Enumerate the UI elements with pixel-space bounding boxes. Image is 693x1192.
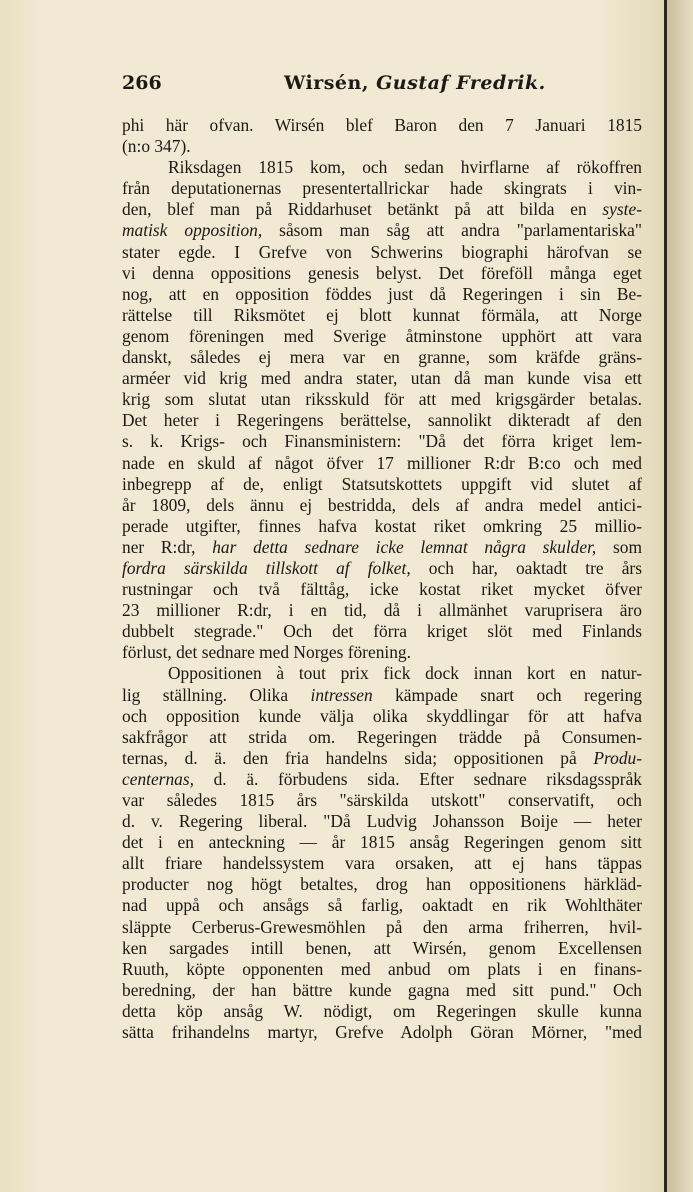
text-line	[122, 157, 642, 178]
text-line	[122, 727, 642, 748]
text-segment: vi denna oppositions genesis belyst. Det föreföll många eget	[122, 262, 642, 283]
text-line	[122, 305, 642, 326]
text-segment: lig ställning. Olika	[122, 684, 311, 705]
text-line	[122, 663, 642, 684]
italic-segment: syste-	[602, 199, 642, 220]
text-line	[122, 263, 642, 284]
text-line	[122, 453, 642, 474]
running-title-name: Wirsén,	[284, 72, 369, 94]
text-segment: d. v. Regering liberal. "Då Ludvig Johansson Boije — heter	[122, 811, 642, 832]
text-segment: förlust, det sednare med Norges förening.	[122, 642, 411, 663]
text-segment: ken sargades intill benen, att Wirsén, genom Excellensen	[122, 937, 642, 958]
text-line	[122, 790, 642, 811]
text-line	[122, 115, 642, 136]
text-segment: genom föreningen med Sverige åtminstone upphört att vara	[122, 325, 642, 346]
text-line	[122, 516, 642, 537]
text-line	[122, 917, 642, 938]
text-segment: sakfrågor att strida om. Regeringen trädde på Consumen-	[122, 726, 642, 747]
text-segment: s. k. Krigs- och Finansministern: "Då det förra kriget lem-	[122, 431, 642, 452]
text-line	[122, 811, 642, 832]
text-segment: den, blef man på Riddarhuset betänkt på att bilda en	[122, 199, 603, 220]
text-line	[122, 832, 642, 853]
text-segment: beredning, der han bättre kunde gagna med sitt pund." Och	[122, 979, 642, 1000]
text-line	[122, 178, 642, 199]
text-line	[122, 368, 642, 389]
text-segment: krig som slutat utan riksskuld för att med krigsgärder betalas.	[122, 389, 642, 410]
text-segment: 23 millioner R:dr, i en tid, då i allmänhet varuprisera äro	[122, 600, 642, 621]
text-line	[122, 495, 642, 516]
text-segment: danskt, således ej mera var en granne, som kräfde gräns-	[122, 347, 642, 368]
text-segment: stater egde. I Grefve von Schwerins biographi härofvan se	[122, 241, 642, 262]
text-segment: rustningar och två fälttåg, icke kostat riket mycket öfver	[122, 579, 642, 600]
text-line	[122, 769, 642, 790]
text-segment: allt friare handelssystem vara orsaken, att ej hans täppas	[122, 853, 642, 874]
text-segment: nad uppå och ansågs så farlig, oaktadt en rik Wohlthäter	[122, 895, 642, 916]
text-segment: ner R:dr,	[122, 536, 213, 557]
running-title-given: Gustaf Fredrik.	[376, 72, 546, 94]
text-segment: och opposition kunde välja olika skyddlingar för att hafva	[122, 705, 642, 726]
text-line	[122, 706, 642, 727]
text-segment: och har, oaktadt tre års	[410, 557, 642, 578]
text-line	[122, 685, 642, 706]
italic-segment: intressen	[310, 684, 373, 705]
text-line	[122, 410, 642, 431]
text-segment: (n:o 347).	[122, 136, 191, 157]
text-line	[122, 621, 642, 642]
text-line	[122, 1001, 642, 1022]
text-line	[122, 199, 642, 220]
text-line	[122, 431, 642, 452]
text-segment: ternas, d. ä. den fria handelns sida; oppositionen på	[122, 747, 594, 768]
italic-segment: har detta sednare icke lemnat några skulder,	[212, 536, 597, 557]
text-segment: såsom man såg att andra "parlamentariska"	[262, 220, 642, 241]
text-segment: arméer vid krig med andra stater, utan då man kunde visa ett	[122, 368, 642, 389]
text-line	[122, 959, 642, 980]
text-segment: Riksdagen 1815 kom, och sedan hvirflarne af rökoffren	[168, 157, 642, 178]
text-line	[122, 748, 642, 769]
text-segment: phi här ofvan. Wirsén blef Baron den 7 Januari 1815	[122, 115, 642, 135]
text-line	[122, 938, 642, 959]
text-line	[122, 579, 642, 600]
text-segment: som	[596, 536, 642, 557]
text-segment: Oppositionen à tout prix fick dock innan kort en natur-	[168, 663, 642, 684]
text-segment: släppte Cerberus-Grewesmöhlen på den arma friherren, hvil-	[122, 916, 642, 937]
text-line	[122, 389, 642, 410]
text-segment: nog, att en opposition föddes just då Regeringen i sin Be-	[122, 283, 642, 304]
text-line	[122, 347, 642, 368]
text-segment: sätta frihandelns martyr, Grefve Adolph Göran Mörner, "med	[122, 1022, 642, 1043]
text-segment: var således 1815 års "särskilda utskott" conservatift, och	[122, 790, 642, 810]
text-segment: nade en skuld af något öfver 17 millioner R:dr B:co och med	[122, 452, 642, 473]
text-line	[122, 1022, 642, 1043]
text-line	[122, 474, 642, 495]
text-segment: kämpade snart och regering	[372, 684, 642, 705]
body-text	[122, 115, 642, 1043]
text-segment: d. ä. förbudens sida. Efter sednare riksdagsspråk	[193, 768, 642, 789]
text-segment: perade utgifter, finnes hafva kostat riket omkring 25 millio-	[122, 515, 642, 536]
text-line	[122, 537, 642, 558]
text-segment: detta köp ansåg W. nödigt, om Regeringen skulle kunna	[122, 1000, 642, 1021]
text-segment: rättelse till Riksmötet ej blott kunnat förmäla, att Norge	[122, 304, 642, 325]
text-line	[122, 853, 642, 874]
text-segment: dubbelt stegrade." Och det förra kriget slöt med Finlands	[122, 621, 642, 642]
text-segment: år 1809, dels ännu ej bestridda, dels af andra medel antici-	[122, 494, 642, 515]
text-line	[122, 895, 642, 916]
text-line	[122, 980, 642, 1001]
italic-segment: Produ-	[593, 747, 642, 768]
italic-segment: centernas,	[122, 768, 194, 789]
text-segment: Det heter i Regeringens berättelse, sannolikt dikteradt af den	[122, 410, 642, 431]
text-segment: inbegrepp af de, enligt Statsutskottets uppgift vid slutet af	[122, 473, 642, 494]
text-segment: Ruuth, köpte opponenten med anbud om plats i en finans-	[122, 958, 642, 979]
text-line	[122, 874, 642, 895]
italic-segment: fordra särskilda tillskott af folket,	[122, 557, 411, 578]
text-line	[122, 242, 642, 263]
text-segment: producter nog högt betaltes, drog han oppositionens härkläd-	[122, 874, 642, 895]
text-line	[122, 136, 642, 157]
text-line	[122, 284, 642, 305]
adjacent-page-edge	[667, 0, 693, 1192]
running-title	[284, 72, 546, 94]
text-line	[122, 558, 642, 579]
text-line	[122, 642, 642, 663]
text-line	[122, 600, 642, 621]
text-segment: från deputationernas presentertallrickar hade skingrats i vin-	[122, 178, 642, 199]
text-segment: det i en anteckning — år 1815 ansåg Regeringen genom sitt	[122, 832, 642, 853]
text-line	[122, 326, 642, 347]
text-line	[122, 220, 642, 241]
italic-segment: matisk opposition,	[122, 220, 263, 241]
page-header	[122, 72, 642, 98]
page-number: 266	[122, 72, 162, 94]
